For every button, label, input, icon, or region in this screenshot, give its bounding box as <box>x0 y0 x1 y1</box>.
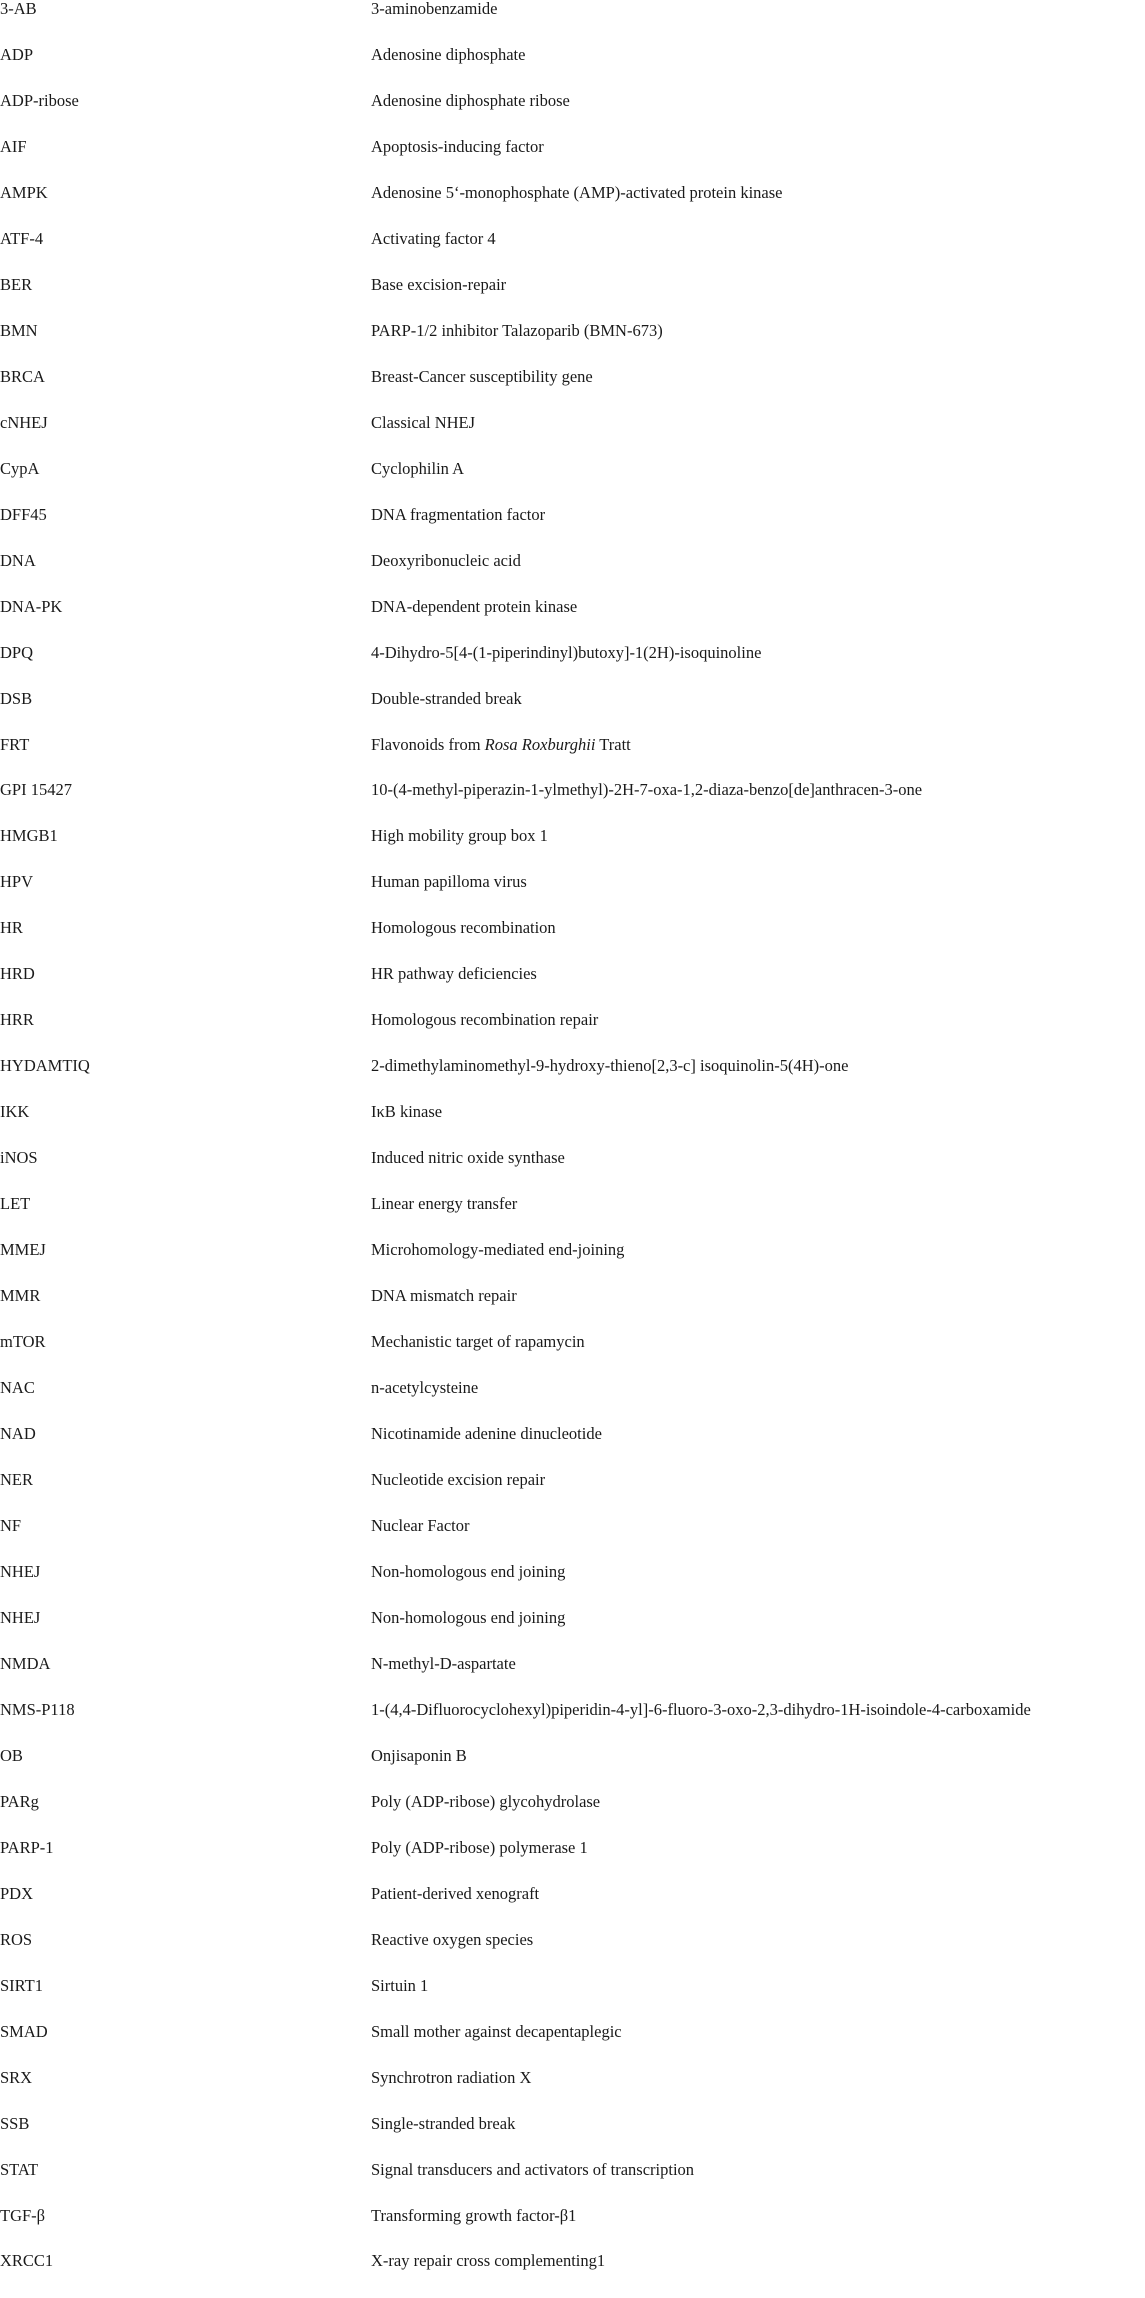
abbreviation-definition: Activating factor 4 <box>371 228 496 248</box>
abbreviation-term: HPV <box>0 872 34 892</box>
table-row <box>0 1149 1145 1195</box>
abbreviation-definition: X-ray repair cross complementing1 <box>371 2251 606 2271</box>
table-row <box>0 1885 1145 1931</box>
abbreviation-definition <box>371 736 1145 754</box>
table-row <box>0 1057 1145 1103</box>
abbreviation-term: SRX <box>0 2067 33 2087</box>
abbreviation-definition: Sirtuin 1 <box>371 1975 429 1995</box>
abbreviation-term: LET <box>0 1194 31 1214</box>
table-row <box>0 1241 1145 1287</box>
table-row <box>0 0 1145 46</box>
abbreviation-term: IKK <box>0 1102 30 1122</box>
table-row <box>0 965 1145 1011</box>
abbreviation-term: NMS-P118 <box>0 1699 75 1719</box>
abbreviation-term: NHEJ <box>0 1607 41 1627</box>
table-row <box>0 138 1145 184</box>
abbreviation-term: HRR <box>0 1010 34 1030</box>
abbreviation-term: DNA-PK <box>0 596 63 616</box>
abbreviation-definition: Nuclear Factor <box>371 1515 470 1535</box>
table-row <box>0 368 1145 414</box>
abbreviation-definition: Base excision-repair <box>371 274 507 294</box>
abbreviation-definition: Homologous recombination repair <box>371 1010 599 1030</box>
abbreviation-term: AMPK <box>0 182 48 202</box>
abbreviation-definition: Adenosine 5‘-monophosphate (AMP)-activated protein kinase <box>371 182 783 202</box>
table-row <box>0 1471 1145 1517</box>
abbreviation-term: HMGB1 <box>0 826 58 846</box>
abbreviation-definition: Small mother against decapentaplegic <box>371 2021 622 2041</box>
abbreviation-term: SIRT1 <box>0 1975 44 1995</box>
table-row <box>0 322 1145 368</box>
table-row <box>0 1517 1145 1563</box>
abbreviation-term: NF <box>0 1515 22 1535</box>
table-row <box>0 1103 1145 1149</box>
table-row <box>0 873 1145 919</box>
abbreviation-definition: High mobility group box 1 <box>371 826 548 846</box>
abbreviation-term: SMAD <box>0 2021 48 2041</box>
abbreviation-term: HYDAMTIQ <box>0 1056 90 1076</box>
abbreviation-term: XRCC1 <box>0 2251 54 2271</box>
abbreviation-definition: 2-dimethylaminomethyl-9-hydroxy-thieno[2,3-c] isoquinolin-5(4H)-one <box>371 1056 849 1076</box>
abbreviation-term: TGF-β <box>0 2205 46 2225</box>
abbreviation-definition: Onjisaponin B <box>371 1745 467 1765</box>
table-row <box>0 1701 1145 1747</box>
abbreviation-term: DNA <box>0 550 36 570</box>
abbreviation-term: DFF45 <box>0 504 47 524</box>
abbreviation-term: cNHEJ <box>0 412 48 432</box>
table-row <box>0 552 1145 598</box>
table-row <box>0 1195 1145 1241</box>
abbreviation-definition: PARP-1/2 inhibitor Talazoparib (BMN-673) <box>371 320 663 340</box>
abbreviation-definition: Microhomology-mediated end-joining <box>371 1240 625 1260</box>
abbreviation-definition: Non-homologous end joining <box>371 1561 566 1581</box>
abbreviation-definition: DNA mismatch repair <box>371 1286 517 1306</box>
abbreviation-definition: Cyclophilin A <box>371 458 465 478</box>
abbreviation-definition: 10-(4-methyl-piperazin-1-ylmethyl)-2H-7-oxa-1,2-diaza-benzo[de]anthracen-3-one <box>371 780 923 800</box>
table-row <box>0 736 1145 782</box>
abbreviation-definition: Human papilloma virus <box>371 872 527 892</box>
abbreviation-definition: Poly (ADP-ribose) glycohydrolase <box>371 1791 601 1811</box>
table-row <box>0 1931 1145 1977</box>
table-row <box>0 46 1145 92</box>
table-row <box>0 1425 1145 1471</box>
abbreviation-definition: Classical NHEJ <box>371 412 476 432</box>
table-row <box>0 276 1145 322</box>
abbreviation-term: NAD <box>0 1424 36 1444</box>
abbreviation-definition: Transforming growth factor-β1 <box>371 2205 577 2225</box>
abbreviation-definition: Patient-derived xenograft <box>371 1883 540 1903</box>
abbreviation-definition: Single-stranded break <box>371 2113 516 2133</box>
abbreviation-term: STAT <box>0 2159 39 2179</box>
abbreviation-term: OB <box>0 1745 23 1765</box>
abbreviation-definition: Apoptosis-inducing factor <box>371 136 544 156</box>
abbreviation-definition: N-methyl-D-aspartate <box>371 1653 516 1673</box>
table-row <box>0 690 1145 736</box>
abbreviation-term: NER <box>0 1470 33 1489</box>
abbreviation-definition: Linear energy transfer <box>371 1194 518 1214</box>
table-row <box>0 230 1145 276</box>
table-row <box>0 2069 1145 2115</box>
abbreviation-term: DPQ <box>0 642 34 662</box>
abbreviation-term: ADP-ribose <box>0 90 79 110</box>
abbreviation-term: iNOS <box>0 1148 38 1168</box>
abbreviation-term: ROS <box>0 1929 33 1949</box>
abbreviation-term: GPI 15427 <box>0 780 72 800</box>
abbreviation-term: NMDA <box>0 1653 51 1673</box>
abbreviation-definition: 3-aminobenzamide <box>371 0 498 18</box>
table-row <box>0 1333 1145 1379</box>
abbreviation-term: PARP-1 <box>0 1837 54 1857</box>
table-row <box>0 644 1145 690</box>
table-row <box>0 827 1145 873</box>
abbreviation-term: 3-AB <box>0 0 37 18</box>
abbreviation-definition: Nicotinamide adenine dinucleotide <box>371 1424 602 1444</box>
table-row <box>0 2023 1145 2069</box>
abbreviation-definition: Deoxyribonucleic acid <box>371 550 521 570</box>
definition-text: Flavonoids from <box>371 734 481 754</box>
abbreviation-definition: 1-(4,4-Difluorocyclohexyl)piperidin-4-yl]-6-fluoro-3-oxo-2,3-dihydro-1H-isoindole-4-carboxamide <box>371 1699 1031 1719</box>
abbreviation-term: MMEJ <box>0 1240 46 1260</box>
table-row <box>0 92 1145 138</box>
table-row <box>0 1977 1145 2023</box>
table-row <box>0 414 1145 460</box>
abbreviation-term: AIF <box>0 136 27 156</box>
table-row <box>0 184 1145 230</box>
abbreviation-definition: Poly (ADP-ribose) polymerase 1 <box>371 1837 588 1857</box>
abbreviation-term: BMN <box>0 320 38 340</box>
abbreviation-definition: DNA-dependent protein kinase <box>371 596 578 616</box>
abbreviation-term: MMR <box>0 1286 41 1306</box>
abbreviation-definition: Double-stranded break <box>371 688 522 708</box>
table-row <box>0 2115 1145 2161</box>
abbreviation-term: PDX <box>0 1883 34 1903</box>
table-row <box>0 781 1145 827</box>
abbreviation-term: CypA <box>0 458 40 478</box>
table-row <box>0 1379 1145 1425</box>
abbreviation-term: HR <box>0 918 23 938</box>
abbreviation-term: NHEJ <box>0 1561 41 1581</box>
definition-suffix-text: Tratt <box>595 734 631 754</box>
abbreviation-term: HRD <box>0 964 35 984</box>
abbreviation-term: FRT <box>0 734 30 754</box>
table-row <box>0 460 1145 506</box>
abbreviation-definition: Synchrotron radiation X <box>371 2067 532 2087</box>
abbreviation-definition: HR pathway deficiencies <box>371 964 537 984</box>
abbreviation-definition: Nucleotide excision repair <box>371 1470 546 1489</box>
table-row <box>0 598 1145 644</box>
table-row <box>0 2161 1145 2207</box>
abbreviation-definition: n-acetylcysteine <box>371 1378 479 1398</box>
table-row <box>0 1655 1145 1701</box>
abbreviation-term: ATF-4 <box>0 228 44 248</box>
abbreviation-term: PARg <box>0 1791 39 1811</box>
abbreviation-term: NAC <box>0 1378 35 1398</box>
abbreviation-term: mTOR <box>0 1332 46 1352</box>
table-row <box>0 1839 1145 1885</box>
abbreviation-definition: DNA fragmentation factor <box>371 504 546 524</box>
table-row <box>0 1609 1145 1655</box>
abbreviation-term: ADP <box>0 44 34 64</box>
table-row <box>0 1747 1145 1793</box>
abbreviation-term: BRCA <box>0 366 45 386</box>
abbreviation-definition: Non-homologous end joining <box>371 1607 566 1627</box>
abbreviation-definition: Induced nitric oxide synthase <box>371 1148 565 1168</box>
abbreviation-term: BER <box>0 274 33 294</box>
abbreviation-definition: Homologous recombination <box>371 918 556 938</box>
table-row <box>0 1563 1145 1609</box>
table-row <box>0 2252 1145 2298</box>
abbreviation-definition: Mechanistic target of rapamycin <box>371 1332 585 1352</box>
table-row <box>0 1793 1145 1839</box>
abbreviation-term: SSB <box>0 2113 30 2133</box>
abbreviation-definition: IκB kinase <box>371 1102 443 1122</box>
table-row <box>0 506 1145 552</box>
table-row <box>0 2207 1145 2253</box>
abbreviation-definition: Breast-Cancer susceptibility gene <box>371 366 593 386</box>
abbreviation-definition: Signal transducers and activators of transcription <box>371 2159 695 2179</box>
abbreviation-definition: Adenosine diphosphate ribose <box>371 90 570 110</box>
abbreviation-definition: Reactive oxygen species <box>371 1929 534 1949</box>
table-row <box>0 1287 1145 1333</box>
abbreviation-definition: 4-Dihydro-5[4-(1-piperindinyl)butoxy]-1(2H)-isoquinoline <box>371 642 762 662</box>
abbreviation-definition: Adenosine diphosphate <box>371 44 526 64</box>
table-row <box>0 919 1145 965</box>
table-row <box>0 1011 1145 1057</box>
definition-italic-text: Rosa Roxburghii <box>484 734 596 754</box>
abbreviation-term: DSB <box>0 688 33 708</box>
